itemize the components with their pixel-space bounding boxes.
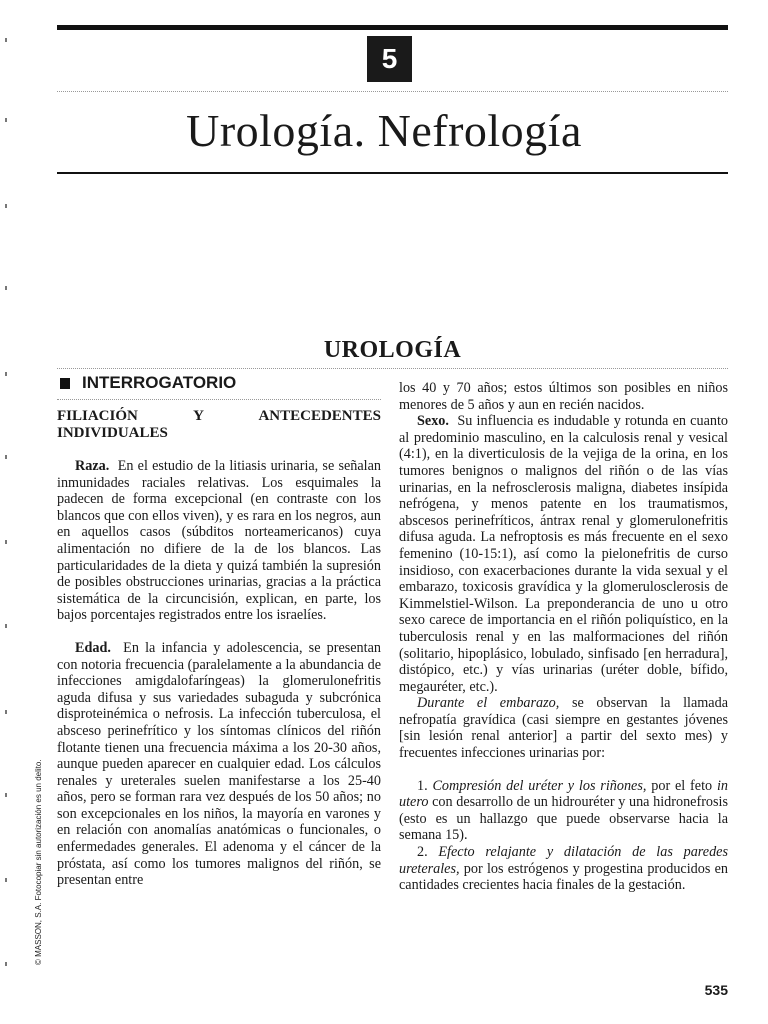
chapter-number-badge: 5	[367, 36, 412, 82]
paragraph-embarazo	[399, 695, 728, 761]
paragraph-sexo	[399, 413, 728, 695]
item-1-text: con desarrollo de un hidrouréter y una hidronefrosis (esto es un hallazgo que puede observarse hacia la semana 15).	[399, 794, 729, 844]
scan-speck	[5, 793, 7, 797]
text-embarazo: se observan la llamada nefropatía gravídica (casi siempre en gestantes jóvenes [sin lesión renal anterior] a partir del sexto mes) y frecuentes infecciones urinarias por:	[399, 695, 728, 762]
heading-divider	[57, 399, 381, 400]
scan-speck	[5, 204, 7, 208]
left-column	[57, 372, 381, 889]
scan-speck	[5, 962, 7, 966]
list-item-2	[399, 844, 728, 894]
scan-speck	[5, 38, 7, 42]
top-rule	[57, 25, 728, 30]
paragraph-raza	[57, 458, 381, 624]
item-2-number: 2.	[417, 844, 428, 861]
lead-sexo: Sexo.	[417, 413, 449, 430]
title-top-divider	[57, 91, 728, 92]
scan-speck	[5, 878, 7, 882]
item-1-lead: Compresión del uréter y los riñones,	[432, 777, 647, 794]
text-edad: En la infancia y adolescencia, se presentan con notoria frecuencia (paralelamente a la abundancia de infecciones amigdalofaríngeas) la glomerulonefritis aguda difusa y sus variedades subaguda y subcrónica disproteinémica o nefrosis. La infección tuberculosa, el absceso perinefrítico y los síntomas clínicos del riñón flotante tienen una frecuencia máxima a los 20-30 años, aunque pueden aparecer en cualquier edad. Los cálculos renales y ureterales suelen manifestarse a los 25-40 años, pero se forman rara vez después de los 50 años; no son excepcionales en los niños, la mayoría en varones y en relación con anomalías anatómicas o funcionales, o enfermedades generales. El adenoma y el cáncer de la próstata, así como los tumores malignos del riñón, se presentan entre	[57, 639, 381, 889]
scan-speck	[5, 455, 7, 459]
right-column	[399, 380, 728, 894]
item-1-pre: por el feto	[651, 777, 713, 794]
section-divider	[57, 368, 728, 369]
section-title: UROLOGÍA	[323, 337, 462, 363]
scan-speck	[5, 624, 7, 628]
title-bottom-divider	[57, 172, 728, 174]
subheading-filiacion: FILIACIÓN Y ANTECEDENTES INDIVIDUALES	[57, 408, 381, 441]
item-1-number: 1.	[417, 777, 428, 794]
lead-embarazo: Durante el embarazo,	[417, 695, 560, 712]
list-item-1	[399, 778, 728, 844]
scan-speck	[5, 710, 7, 714]
page-number: 535	[704, 982, 728, 998]
scan-speck	[5, 118, 7, 122]
paragraph-edad	[57, 640, 381, 889]
lead-raza: Raza.	[75, 458, 110, 474]
item-2-lead: Efecto relajante y dilatación de las paredes ureterales,	[399, 844, 728, 877]
chapter-title: Urología. Nefrología	[186, 105, 582, 156]
scan-speck	[5, 540, 7, 544]
text-sexo: Su influencia es indudable y rotunda en cuanto al predominio masculino, en la calculosis renal y vesical (4:1), en la diverticulosis de la vejiga de la orina, en los tumores benignos o malignos del riñón o de las vías urinarias, en la nefrosclerosis maligna, diabetes insípida nefrógena, y menos patente en los traumatismos, abscesos perinefríticos, ántrax renal y glomerulonefritis difusa aguda. La nefroptosis es más frecuente en el sexo femenino (10-15:1), así como la pielonefritis de curso insidioso, con exacerbaciones durante la vida sexual y el embarazo, toxicosis gravídica y la glomerulosclerosis de Kimmelstiel-Wilson. La preponderancia de uno u otro sexo carece de importancia en el riñón poliquístico, en la tuberculosis renal y en las malformaciones del riñón (solitario, hipoplásico, lobulado, sinfisado [en herradura], distópico, etc.) y vías urinarias (uréter doble, bífido, megauréter, etc.).	[399, 413, 728, 695]
paragraph-continuation: los 40 y 70 años; estos últimos son posibles en niños menores de 5 años y aun en recién nacidos.	[399, 380, 728, 413]
copyright-notice: © MASSON, S.A. Fotocopiar sin autorización es un delito.	[34, 759, 43, 965]
lead-edad: Edad.	[75, 639, 111, 656]
text-raza: En el estudio de la litiasis urinaria, se señalan inmunidades raciales relativas. Los esquimales la padecen de forma excepcional (en contraste con los blancos que con ellos viven), y es rara en los negros, aun en aquellos casos (súbditos norteamericanos) cuya alimentación no difiere de la de los blancos. Las particularidades de la dieta y quizá también la supresión de posibles obstrucciones urinarias, gracias a la práctica sistemática de la circuncisión, explican, en parte, los bajos porcentajes registrados entre los israelíes.	[57, 458, 381, 624]
item-2-text: por los estrógenos y progestina producidos en cantidades crecientes hacia finales de la gestación.	[399, 860, 729, 894]
scan-speck	[5, 372, 7, 376]
heading-interrogatorio: INTERROGATORIO	[57, 372, 381, 394]
item-1-italic: in utero	[399, 777, 728, 811]
square-bullet-icon	[60, 378, 70, 389]
scan-speck	[5, 286, 7, 290]
